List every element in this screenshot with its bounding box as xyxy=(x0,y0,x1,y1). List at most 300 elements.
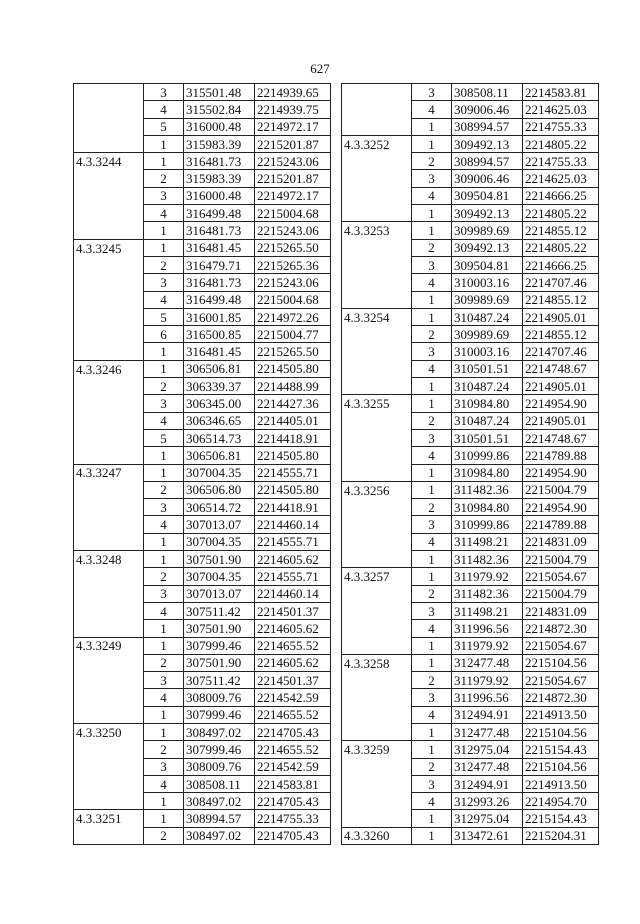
point-number-cell: 1 xyxy=(144,447,184,464)
table-row xyxy=(74,256,331,273)
y-coordinate-cell: 2215154.43 xyxy=(523,741,599,758)
x-coordinate-cell: 310999.86 xyxy=(452,516,523,533)
x-coordinate-cell: 307004.35 xyxy=(184,464,255,481)
point-number-cell: 1 xyxy=(144,723,184,740)
point-number-cell: 3 xyxy=(412,429,452,446)
x-coordinate-cell: 306514.73 xyxy=(184,429,255,446)
point-number-cell: 1 xyxy=(144,637,184,654)
table-row xyxy=(74,170,331,187)
x-coordinate-cell: 306339.37 xyxy=(184,378,255,395)
y-coordinate-cell: 2214542.59 xyxy=(255,758,331,775)
x-coordinate-cell: 311482.36 xyxy=(452,585,523,602)
point-number-cell: 4 xyxy=(144,775,184,792)
x-coordinate-cell: 311996.56 xyxy=(452,689,523,706)
y-coordinate-cell: 2214488.99 xyxy=(255,378,331,395)
x-coordinate-cell: 309006.46 xyxy=(452,101,523,118)
point-number-cell: 2 xyxy=(412,758,452,775)
parcel-id-cell xyxy=(74,585,144,602)
point-number-cell: 5 xyxy=(144,308,184,325)
table-row xyxy=(342,308,599,325)
parcel-id-cell xyxy=(74,533,144,550)
x-coordinate-cell: 309492.13 xyxy=(452,135,523,152)
x-coordinate-cell: 312494.91 xyxy=(452,706,523,723)
parcel-id-cell xyxy=(342,170,412,187)
x-coordinate-cell: 308497.02 xyxy=(184,723,255,740)
parcel-id-cell: 4.3.3250 xyxy=(74,723,144,740)
point-number-cell: 1 xyxy=(412,654,452,671)
parcel-id-cell xyxy=(342,637,412,654)
parcel-id-cell xyxy=(74,274,144,291)
point-number-cell: 2 xyxy=(144,654,184,671)
parcel-id-cell: 4.3.3249 xyxy=(74,637,144,654)
parcel-id-cell: 4.3.3258 xyxy=(342,654,412,671)
table-row xyxy=(342,170,599,187)
y-coordinate-cell: 2214605.62 xyxy=(255,551,331,568)
y-coordinate-cell: 2214755.33 xyxy=(523,153,599,170)
y-coordinate-cell: 2214655.52 xyxy=(255,741,331,758)
table-row xyxy=(342,810,599,827)
table-row xyxy=(342,395,599,412)
table-row xyxy=(342,499,599,516)
table-row xyxy=(342,101,599,118)
y-coordinate-cell: 2215243.06 xyxy=(255,153,331,170)
point-number-cell: 1 xyxy=(144,343,184,360)
x-coordinate-cell: 311482.36 xyxy=(452,551,523,568)
y-coordinate-cell: 2215265.50 xyxy=(255,239,331,256)
point-number-cell: 2 xyxy=(144,741,184,758)
parcel-id-cell xyxy=(74,291,144,308)
parcel-id-cell: 4.3.3253 xyxy=(342,222,412,239)
table-row xyxy=(342,412,599,429)
parcel-id-cell xyxy=(342,153,412,170)
table-row xyxy=(342,326,599,343)
table-row xyxy=(74,343,331,360)
y-coordinate-cell: 2214972.26 xyxy=(255,308,331,325)
point-number-cell: 3 xyxy=(412,84,452,101)
x-coordinate-cell: 307013.07 xyxy=(184,516,255,533)
x-coordinate-cell: 307999.46 xyxy=(184,706,255,723)
x-coordinate-cell: 309989.69 xyxy=(452,291,523,308)
x-coordinate-cell: 308497.02 xyxy=(184,827,255,844)
parcel-id-cell xyxy=(74,793,144,810)
x-coordinate-cell: 312975.04 xyxy=(452,741,523,758)
parcel-id-cell xyxy=(342,706,412,723)
parcel-id-cell: 4.3.3248 xyxy=(74,551,144,568)
point-number-cell: 2 xyxy=(144,378,184,395)
y-coordinate-cell: 2214805.22 xyxy=(523,135,599,152)
parcel-id-cell xyxy=(74,101,144,118)
table-row xyxy=(74,187,331,204)
y-coordinate-cell: 2214705.43 xyxy=(255,827,331,844)
x-coordinate-cell: 310984.80 xyxy=(452,464,523,481)
table-row xyxy=(74,239,331,256)
y-coordinate-cell: 2215104.56 xyxy=(523,654,599,671)
y-coordinate-cell: 2214905.01 xyxy=(523,412,599,429)
x-coordinate-cell: 307511.42 xyxy=(184,672,255,689)
y-coordinate-cell: 2214872.30 xyxy=(523,620,599,637)
y-coordinate-cell: 2214707.46 xyxy=(523,274,599,291)
table-row xyxy=(342,793,599,810)
table-row xyxy=(342,481,599,498)
parcel-id-cell xyxy=(342,412,412,429)
table-row xyxy=(74,499,331,516)
table-row xyxy=(74,533,331,550)
x-coordinate-cell: 306506.81 xyxy=(184,360,255,377)
parcel-id-cell xyxy=(342,378,412,395)
point-number-cell: 1 xyxy=(412,222,452,239)
table-row xyxy=(74,326,331,343)
table-row xyxy=(342,551,599,568)
parcel-id-cell xyxy=(342,551,412,568)
y-coordinate-cell: 2214542.59 xyxy=(255,689,331,706)
table-row xyxy=(342,706,599,723)
y-coordinate-cell: 2214855.12 xyxy=(523,291,599,308)
table-row xyxy=(342,827,599,844)
y-coordinate-cell: 2214625.03 xyxy=(523,170,599,187)
point-number-cell: 1 xyxy=(412,135,452,152)
parcel-id-cell xyxy=(74,343,144,360)
point-number-cell: 5 xyxy=(144,118,184,135)
y-coordinate-cell: 2214501.37 xyxy=(255,602,331,619)
parcel-id-cell: 4.3.3251 xyxy=(74,810,144,827)
table-row xyxy=(74,516,331,533)
coordinate-table-right xyxy=(341,83,599,845)
y-coordinate-cell: 2214555.71 xyxy=(255,464,331,481)
table-row xyxy=(74,568,331,585)
y-coordinate-cell: 2215004.77 xyxy=(255,326,331,343)
parcel-id-cell xyxy=(342,602,412,619)
y-coordinate-cell: 2215243.06 xyxy=(255,274,331,291)
y-coordinate-cell: 2214872.30 xyxy=(523,689,599,706)
table-row xyxy=(74,378,331,395)
x-coordinate-cell: 310501.51 xyxy=(452,360,523,377)
table-row xyxy=(342,637,599,654)
x-coordinate-cell: 309492.13 xyxy=(452,205,523,222)
table-row xyxy=(342,447,599,464)
y-coordinate-cell: 2215201.87 xyxy=(255,170,331,187)
table-row xyxy=(74,118,331,135)
x-coordinate-cell: 315983.39 xyxy=(184,170,255,187)
table-row xyxy=(342,360,599,377)
point-number-cell: 4 xyxy=(144,291,184,308)
point-number-cell: 3 xyxy=(412,170,452,187)
table-row xyxy=(342,568,599,585)
parcel-id-cell xyxy=(74,672,144,689)
x-coordinate-cell: 316000.48 xyxy=(184,187,255,204)
point-number-cell: 1 xyxy=(144,620,184,637)
parcel-id-cell xyxy=(342,533,412,550)
y-coordinate-cell: 2214954.70 xyxy=(523,793,599,810)
y-coordinate-cell: 2214939.75 xyxy=(255,101,331,118)
y-coordinate-cell: 2214705.43 xyxy=(255,723,331,740)
point-number-cell: 3 xyxy=(144,499,184,516)
point-number-cell: 4 xyxy=(412,360,452,377)
point-number-cell: 2 xyxy=(144,170,184,187)
x-coordinate-cell: 310003.16 xyxy=(452,274,523,291)
table-row xyxy=(74,135,331,152)
x-coordinate-cell: 310501.51 xyxy=(452,429,523,446)
y-coordinate-cell: 2215104.56 xyxy=(523,723,599,740)
point-number-cell: 6 xyxy=(144,326,184,343)
y-coordinate-cell: 2214748.67 xyxy=(523,429,599,446)
x-coordinate-cell: 310003.16 xyxy=(452,343,523,360)
parcel-id-cell: 4.3.3245 xyxy=(74,239,144,256)
y-coordinate-cell: 2214405.01 xyxy=(255,412,331,429)
y-coordinate-cell: 2214555.71 xyxy=(255,568,331,585)
point-number-cell: 2 xyxy=(412,153,452,170)
y-coordinate-cell: 2214972.17 xyxy=(255,118,331,135)
parcel-id-cell xyxy=(342,620,412,637)
y-coordinate-cell: 2214913.50 xyxy=(523,706,599,723)
table-row xyxy=(74,602,331,619)
x-coordinate-cell: 310999.86 xyxy=(452,447,523,464)
parcel-id-cell xyxy=(74,429,144,446)
parcel-id-cell xyxy=(342,101,412,118)
point-number-cell: 3 xyxy=(144,585,184,602)
table-row xyxy=(74,84,331,101)
y-coordinate-cell: 2215004.79 xyxy=(523,585,599,602)
parcel-id-cell xyxy=(74,481,144,498)
y-coordinate-cell: 2214755.33 xyxy=(523,118,599,135)
x-coordinate-cell: 309989.69 xyxy=(452,222,523,239)
parcel-id-cell xyxy=(342,810,412,827)
point-number-cell: 1 xyxy=(144,153,184,170)
parcel-id-cell: 4.3.3256 xyxy=(342,481,412,498)
point-number-cell: 4 xyxy=(412,793,452,810)
parcel-id-cell xyxy=(342,499,412,516)
point-number-cell: 1 xyxy=(412,637,452,654)
y-coordinate-cell: 2215054.67 xyxy=(523,672,599,689)
x-coordinate-cell: 310984.80 xyxy=(452,499,523,516)
x-coordinate-cell: 306345.00 xyxy=(184,395,255,412)
table-row xyxy=(74,585,331,602)
table-row xyxy=(74,672,331,689)
x-coordinate-cell: 310487.24 xyxy=(452,308,523,325)
parcel-id-cell xyxy=(342,205,412,222)
table-row xyxy=(74,827,331,844)
x-coordinate-cell: 306506.81 xyxy=(184,447,255,464)
x-coordinate-cell: 315983.39 xyxy=(184,135,255,152)
parcel-id-cell: 4.3.3255 xyxy=(342,395,412,412)
table-row xyxy=(74,447,331,464)
table-row xyxy=(74,205,331,222)
y-coordinate-cell: 2215201.87 xyxy=(255,135,331,152)
parcel-id-cell xyxy=(342,723,412,740)
parcel-id-cell xyxy=(74,412,144,429)
table-row xyxy=(342,758,599,775)
parcel-id-cell xyxy=(74,827,144,844)
point-number-cell: 4 xyxy=(412,187,452,204)
x-coordinate-cell: 306346.65 xyxy=(184,412,255,429)
table-row xyxy=(74,360,331,377)
x-coordinate-cell: 316481.45 xyxy=(184,343,255,360)
table-row xyxy=(74,291,331,308)
x-coordinate-cell: 316001.85 xyxy=(184,308,255,325)
y-coordinate-cell: 2214655.52 xyxy=(255,637,331,654)
parcel-id-cell xyxy=(74,256,144,273)
y-coordinate-cell: 2214805.22 xyxy=(523,239,599,256)
parcel-id-cell: 4.3.3257 xyxy=(342,568,412,585)
point-number-cell: 3 xyxy=(144,187,184,204)
x-coordinate-cell: 315502.84 xyxy=(184,101,255,118)
y-coordinate-cell: 2215204.31 xyxy=(523,827,599,844)
y-coordinate-cell: 2214625.03 xyxy=(523,101,599,118)
x-coordinate-cell: 309006.46 xyxy=(452,170,523,187)
x-coordinate-cell: 312993.26 xyxy=(452,793,523,810)
point-number-cell: 1 xyxy=(144,464,184,481)
x-coordinate-cell: 307004.35 xyxy=(184,533,255,550)
y-coordinate-cell: 2214913.50 xyxy=(523,775,599,792)
table-row xyxy=(74,689,331,706)
y-coordinate-cell: 2214954.90 xyxy=(523,499,599,516)
table-row xyxy=(74,793,331,810)
x-coordinate-cell: 308508.11 xyxy=(452,84,523,101)
parcel-id-cell xyxy=(342,291,412,308)
point-number-cell: 3 xyxy=(412,516,452,533)
parcel-id-cell xyxy=(342,516,412,533)
parcel-id-cell: 4.3.3244 xyxy=(74,153,144,170)
y-coordinate-cell: 2214855.12 xyxy=(523,326,599,343)
parcel-id-cell xyxy=(342,118,412,135)
table-row xyxy=(342,153,599,170)
parcel-id-cell: 4.3.3246 xyxy=(74,360,144,377)
y-coordinate-cell: 2214418.91 xyxy=(255,429,331,446)
y-coordinate-cell: 2214505.80 xyxy=(255,481,331,498)
table-row xyxy=(342,585,599,602)
x-coordinate-cell: 307501.90 xyxy=(184,654,255,671)
x-coordinate-cell: 315501.48 xyxy=(184,84,255,101)
y-coordinate-cell: 2215265.36 xyxy=(255,256,331,273)
x-coordinate-cell: 307013.07 xyxy=(184,585,255,602)
point-number-cell: 3 xyxy=(412,602,452,619)
y-coordinate-cell: 2214831.09 xyxy=(523,533,599,550)
point-number-cell: 1 xyxy=(144,533,184,550)
point-number-cell: 1 xyxy=(412,827,452,844)
y-coordinate-cell: 2214605.62 xyxy=(255,620,331,637)
table-row xyxy=(74,620,331,637)
table-row xyxy=(74,395,331,412)
table-row xyxy=(342,118,599,135)
y-coordinate-cell: 2214789.88 xyxy=(523,447,599,464)
x-coordinate-cell: 308009.76 xyxy=(184,758,255,775)
table-row xyxy=(342,654,599,671)
y-coordinate-cell: 2214501.37 xyxy=(255,672,331,689)
x-coordinate-cell: 307999.46 xyxy=(184,637,255,654)
point-number-cell: 3 xyxy=(144,84,184,101)
table-row xyxy=(342,84,599,101)
table-row xyxy=(342,741,599,758)
point-number-cell: 4 xyxy=(144,516,184,533)
x-coordinate-cell: 313472.61 xyxy=(452,827,523,844)
parcel-id-cell xyxy=(74,706,144,723)
table-row xyxy=(342,343,599,360)
x-coordinate-cell: 311482.36 xyxy=(452,481,523,498)
parcel-id-cell xyxy=(74,118,144,135)
parcel-id-cell xyxy=(74,516,144,533)
y-coordinate-cell: 2214427.36 xyxy=(255,395,331,412)
table-row xyxy=(74,810,331,827)
parcel-id-cell xyxy=(342,343,412,360)
point-number-cell: 3 xyxy=(412,689,452,706)
point-number-cell: 2 xyxy=(144,568,184,585)
parcel-id-cell xyxy=(74,568,144,585)
x-coordinate-cell: 310984.80 xyxy=(452,395,523,412)
point-number-cell: 4 xyxy=(412,620,452,637)
parcel-id-cell xyxy=(74,602,144,619)
parcel-id-cell: 4.3.3252 xyxy=(342,135,412,152)
parcel-id-cell xyxy=(342,360,412,377)
point-number-cell: 1 xyxy=(412,810,452,827)
point-number-cell: 4 xyxy=(144,101,184,118)
table-row xyxy=(74,222,331,239)
point-number-cell: 2 xyxy=(412,239,452,256)
table-row xyxy=(342,187,599,204)
y-coordinate-cell: 2214555.71 xyxy=(255,533,331,550)
y-coordinate-cell: 2214705.43 xyxy=(255,793,331,810)
y-coordinate-cell: 2214460.14 xyxy=(255,516,331,533)
y-coordinate-cell: 2214583.81 xyxy=(255,775,331,792)
point-number-cell: 1 xyxy=(412,118,452,135)
point-number-cell: 1 xyxy=(412,205,452,222)
x-coordinate-cell: 312477.48 xyxy=(452,723,523,740)
y-coordinate-cell: 2214789.88 xyxy=(523,516,599,533)
y-coordinate-cell: 2214583.81 xyxy=(523,84,599,101)
parcel-id-cell xyxy=(342,429,412,446)
page-number: 627 xyxy=(310,61,330,76)
table-row xyxy=(342,516,599,533)
x-coordinate-cell: 307511.42 xyxy=(184,602,255,619)
parcel-id-cell xyxy=(342,84,412,101)
y-coordinate-cell: 2214605.62 xyxy=(255,654,331,671)
point-number-cell: 4 xyxy=(144,602,184,619)
x-coordinate-cell: 308497.02 xyxy=(184,793,255,810)
point-number-cell: 1 xyxy=(412,378,452,395)
x-coordinate-cell: 311979.92 xyxy=(452,637,523,654)
table-row xyxy=(342,533,599,550)
y-coordinate-cell: 2214505.80 xyxy=(255,360,331,377)
y-coordinate-cell: 2214905.01 xyxy=(523,378,599,395)
table-row xyxy=(74,723,331,740)
table-row xyxy=(74,654,331,671)
point-number-cell: 1 xyxy=(144,239,184,256)
point-number-cell: 1 xyxy=(412,568,452,585)
table-row xyxy=(342,256,599,273)
parcel-id-cell xyxy=(74,758,144,775)
y-coordinate-cell: 2215154.43 xyxy=(523,810,599,827)
y-coordinate-cell: 2214755.33 xyxy=(255,810,331,827)
y-coordinate-cell: 2214666.25 xyxy=(523,256,599,273)
point-number-cell: 1 xyxy=(144,222,184,239)
table-row xyxy=(74,153,331,170)
x-coordinate-cell: 311996.56 xyxy=(452,620,523,637)
y-coordinate-cell: 2214855.12 xyxy=(523,222,599,239)
point-number-cell: 4 xyxy=(144,689,184,706)
point-number-cell: 2 xyxy=(144,256,184,273)
table-row xyxy=(342,222,599,239)
table-row xyxy=(74,706,331,723)
parcel-id-cell xyxy=(74,84,144,101)
x-coordinate-cell: 311979.92 xyxy=(452,568,523,585)
table-row xyxy=(342,291,599,308)
parcel-id-cell xyxy=(342,447,412,464)
x-coordinate-cell: 309504.81 xyxy=(452,256,523,273)
y-coordinate-cell: 2215243.06 xyxy=(255,222,331,239)
y-coordinate-cell: 2214460.14 xyxy=(255,585,331,602)
point-number-cell: 1 xyxy=(144,360,184,377)
point-number-cell: 4 xyxy=(144,205,184,222)
table-row xyxy=(342,672,599,689)
x-coordinate-cell: 306506.80 xyxy=(184,481,255,498)
